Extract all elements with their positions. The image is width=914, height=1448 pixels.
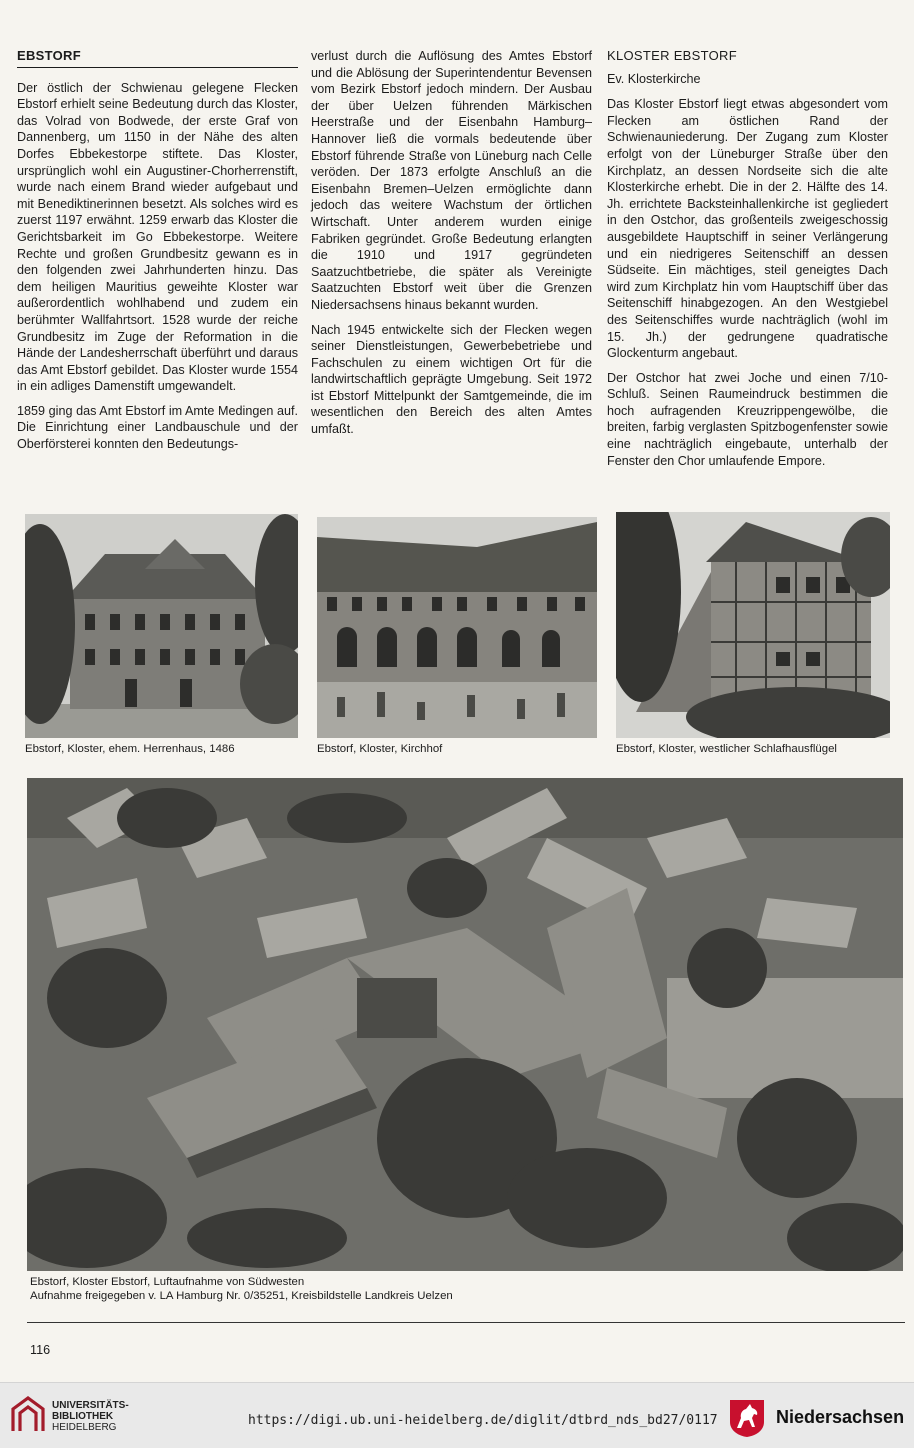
paragraph: 1859 ging das Amt Ebstorf im Amte Medingen auf. Die Einrichtung einer Landbauschule und der Oberförsterei konnten den Bedeutungs- [17,403,298,452]
section-heading: KLOSTER EBSTORF [607,48,737,63]
photo-caption: Ebstorf, Kloster, ehem. Herrenhaus, 1486 [25,743,235,755]
paragraph: Nach 1945 entwickelte sich der Flecken wegen seiner Dienstleistungen, Gewerbebetriebe und Fachschulen zu einem wichtigen Ort für die landwirtschaftlich geprägte Umgebung. Seit 1972 ist Ebstorf Mittelpunkt der Samtgemeinde, die im wesentlichen den Bereich des alten Amtes umfaßt. [311,322,592,437]
lower-saxony-horse-icon[interactable] [728,1398,766,1438]
paragraph: Der Ostchor hat zwei Joche und einen 7/10-Schluß. Seinen Raumeindruck bestimmen die hoch aufragenden Kreuzrippengewölbe, die breiten, farbig verglasten Spitzbogenfenster sowie eine nachträglich eingebaute, unterhalb der Fenster den Chor umlaufende Empore. [607,370,888,468]
caption-line: Ebstorf, Kloster Ebstorf, Luftaufnahme von Südwesten [30,1276,305,1288]
photo-herrenhaus [25,514,298,738]
section-subheading: Ev. Klosterkirche [607,71,701,86]
state-name: Niedersachsen [776,1407,905,1427]
viewer-footer [0,1382,914,1448]
photo-caption: Ebstorf, Kloster, westlicher Schlafhausflügel [616,743,837,755]
page-divider [27,1322,905,1323]
text-column-3 [607,48,888,477]
paragraph: verlust durch die Auflösung des Amtes Ebstorf und die Ablösung der Superintendentur Bevensen vom Bezirk Ebstorf jedoch mindern. Der Ausbau der über Uelzen führenden Märkischen Heerstraße und der Eisenbahn Hamburg–Hannover ließ die vormals bedeutende über Ebstorf führende Straße von Lüneburg nach Celle veröden. Der 1873 erfolgte Anschluß an die Eisenbahn Bremen–Uelzen ermöglichte dann jedoch das weitere Wachstum der örtlichen Wirtschaft. Unter anderem wurden einige Fabriken gegründet. Große Bedeutung erlangten die 1910 und 1917 gegründeten Saatzuchtbetriebe, die später als Vereinigte Saatzuchten Ebstorf weit über die Grenzen Niedersachsens hinaus bekannt wurden. [311,49,592,312]
library-name-line: HEIDELBERG [52,1422,117,1433]
document-url-link[interactable]: https://digi.ub.uni-heidelberg.de/diglit/dtbrd_nds_bd27/0117 [248,1413,718,1428]
paragraph: Das Kloster Ebstorf liegt etwas abgesondert vom Flecken am östlichen Rand der Schwienauniederung. Der Zugang zum Kloster erfolgt von der Lüneburger Straße über den Kirchplatz, an dessen Nordseite sich die alte Klosterkirche erhebt. Die in der 2. Hälfte des 14. Jh. errichtete Backsteinhallenkirche ist gegliedert in den Ostchor, das großenteils zweigeschossig ausgebildete Hauptschiff in seiner Verlängerung und ein niedrigeres Seitenschiff an dessen Südseite. Ein mächtiges, steil geneigtes Dach wird zum Kirchplatz hin vom Hauptschiff über das Seitenschiff hinabgezogen. An den Westgiebel des Seitenschiffes wurde nachträglich (wohl im 15. Jh.) der gedrungene quadratische Glockenturm angebaut. [607,97,888,361]
photo-caption: Ebstorf, Kloster, Kirchhof [317,743,443,755]
library-name [52,1400,129,1433]
paragraph: Der östlich der Schwienau gelegene Flecken Ebstorf erhielt seine Bedeutung durch das Kloster, das Volrad von Bodwede, der erste Graf von Dannenberg, um 1150 in der Nähe des alten Dorfes Ebbekestorpe stiftete. Das Kloster, ursprünglich wohl ein Augustiner-Chorherrenstift, wurde nach einem Brand wieder aufgebaut und mit Benediktinerinnen besetzt. Als solches wird es zuerst 1197 erwähnt. 1259 erwarb das Kloster die Gerichtsbarkeit im Go Ebbekestorpe. Weitere Rechte und großen Grundbesitz gewann es in den folgenden zwei Jahrhunderten hinzu. Das dem heiligen Mauritius geweihte Kloster war außerordentlich wohlhabend und zudem ein berühmter Wallfahrtsort. 1528 wurde der reiche Grundbesitz im Zuge der Reformation in die Hände der Landesherrschaft überführt und daraus das Amt Ebstorf gebildet. Das Kloster wurde 1554 in ein adliges Damenstift umgewandelt. [17,80,298,394]
photo-aerial-view [27,778,903,1271]
text-column-1 [17,48,298,461]
caption-line: Aufnahme freigegeben v. LA Hamburg Nr. 0/35251, Kreisbildstelle Landkreis Uelzen [30,1290,453,1302]
section-heading: EBSTORF [17,48,298,68]
library-name-line: BIBLIOTHEK [52,1411,114,1422]
page-number: 116 [30,1343,51,1357]
photo-kirchhof [317,517,597,738]
photo-caption [30,1275,453,1303]
heidelberg-library-logo-icon[interactable] [10,1395,46,1433]
library-name-line: UNIVERSITÄTS- [52,1400,129,1411]
photo-schlafhausfluegel [616,512,890,738]
text-column-2 [311,48,592,446]
